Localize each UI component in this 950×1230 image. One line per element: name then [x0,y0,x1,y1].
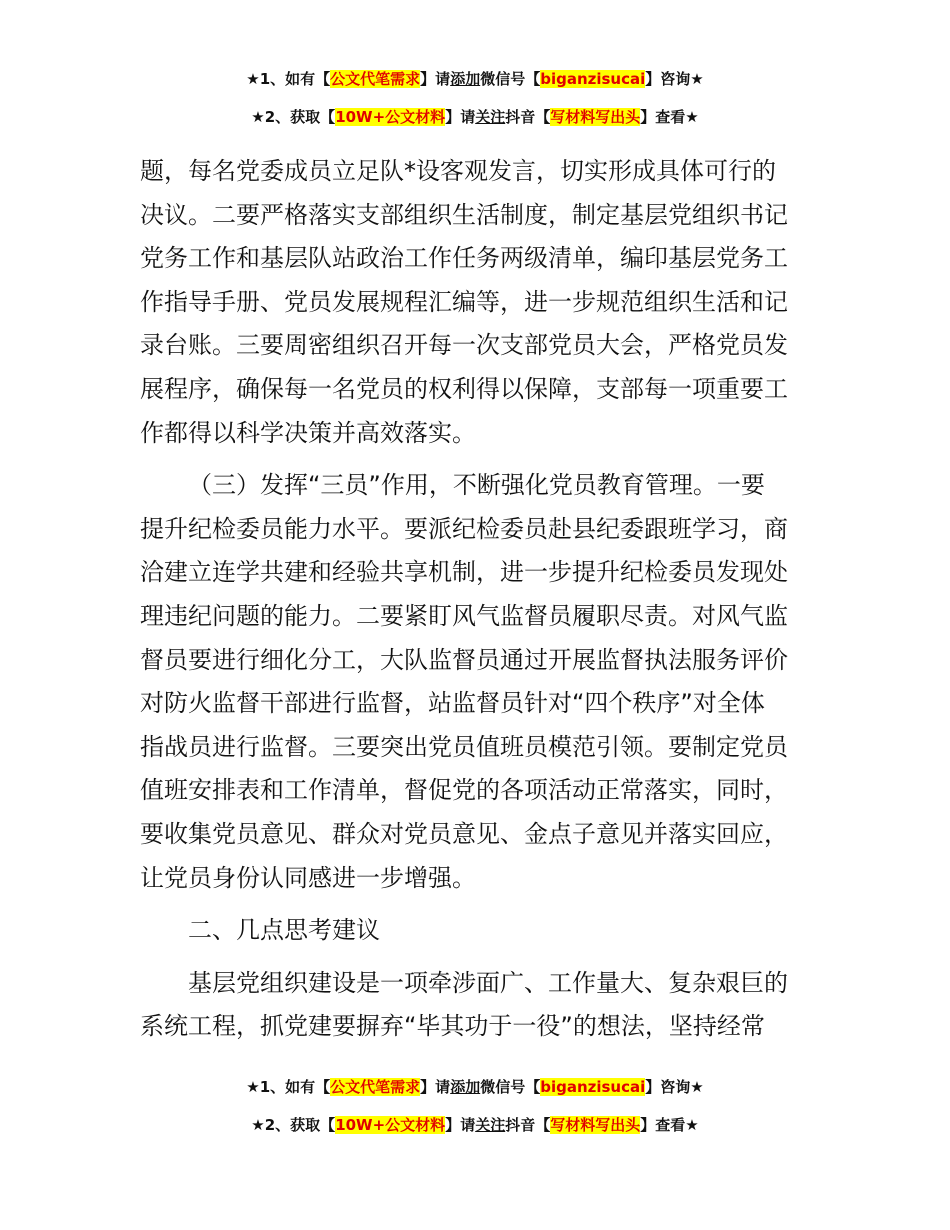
highlight-ghostwriting: 公文代笔需求 [330,1078,421,1096]
footer-banner-line-1: ★1、如有【公文代笔需求】请添加微信号【biganzisucai】咨询★ [246,1078,704,1096]
body-line: 作指导手册、党员发展规程汇编等，进一步规范组织生活和记 [140,287,788,316]
body-line: 洽建立连学共建和经验共享机制，进一步提升纪检委员发现处 [140,558,788,587]
body-line: 督员要进行细化分工，大队监督员通过开展监督执法服务评价 [140,645,788,674]
body-line: 展程序，确保每一名党员的权利得以保障，支部每一项重要工 [140,374,788,403]
highlight-materials: 10W+公文材料 [335,1116,446,1134]
footer-banner-line-2: ★2、获取【10W+公文材料】请关注抖音【写材料写出头】查看★ [251,1116,699,1134]
body-line: 让党员身份认同感进一步增强。 [140,863,476,892]
body-line: 指战员进行监督。三要突出党员值班员模范引领。要制定党员 [140,732,788,761]
document-body [140,150,812,1049]
body-line: 决议。二要严格落实支部组织生活制度，制定基层党组织书记 [140,200,788,229]
section-heading: 二、几点思考建议 [188,916,380,945]
body-line: 要收集党员意见、群众对党员意见、金点子意见并落实回应， [140,819,788,848]
body-line: 题，每名党委成员立足队*设客观发言，切实形成具体可行的 [140,157,776,185]
body-line: 党务工作和基层队站政治工作任务两级清单，编印基层党务工 [140,244,788,273]
highlight-wechat-id: biganzisucai [540,1078,646,1096]
body-line: 值班安排表和工作清单，督促党的各项活动正常落实，同时， [140,776,788,805]
highlight-ghostwriting: 公文代笔需求 [330,70,421,88]
body-line: 提升纪检委员能力水平。要派纪检委员赴县纪委跟班学习，商 [140,514,788,543]
body-line: 理违纪问题的能力。二要紧盯风气监督员履职尽责。对风气监 [140,601,788,630]
highlight-materials: 10W+公文材料 [335,108,446,126]
body-line: 对防火监督干部进行监督，站监督员针对“四个秩序”对全体 [140,689,765,718]
body-line: 基层党组织建设是一项牵涉面广、工作量大、复杂艰巨的 [188,968,788,997]
header-banner-line-2: ★2、获取【10W+公文材料】请关注抖音【写材料写出头】查看★ [251,108,699,126]
body-line: 作都得以科学决策并高效落实。 [140,418,476,447]
highlight-douyin: 写材料写出头 [550,108,641,126]
highlight-douyin: 写材料写出头 [550,1116,641,1134]
body-line: 录台账。三要周密组织召开每一次支部党员大会，严格党员发 [140,331,788,360]
body-line: 系统工程，抓党建要摒弃“毕其功于一役”的想法，坚持经常 [140,1012,765,1041]
highlight-wechat-id: biganzisucai [540,70,646,88]
body-line: （三）发挥“三员”作用，不断强化党员教育管理。一要 [188,471,765,500]
header-banner-line-1: ★1、如有【公文代笔需求】请添加微信号【biganzisucai】咨询★ [246,70,704,88]
